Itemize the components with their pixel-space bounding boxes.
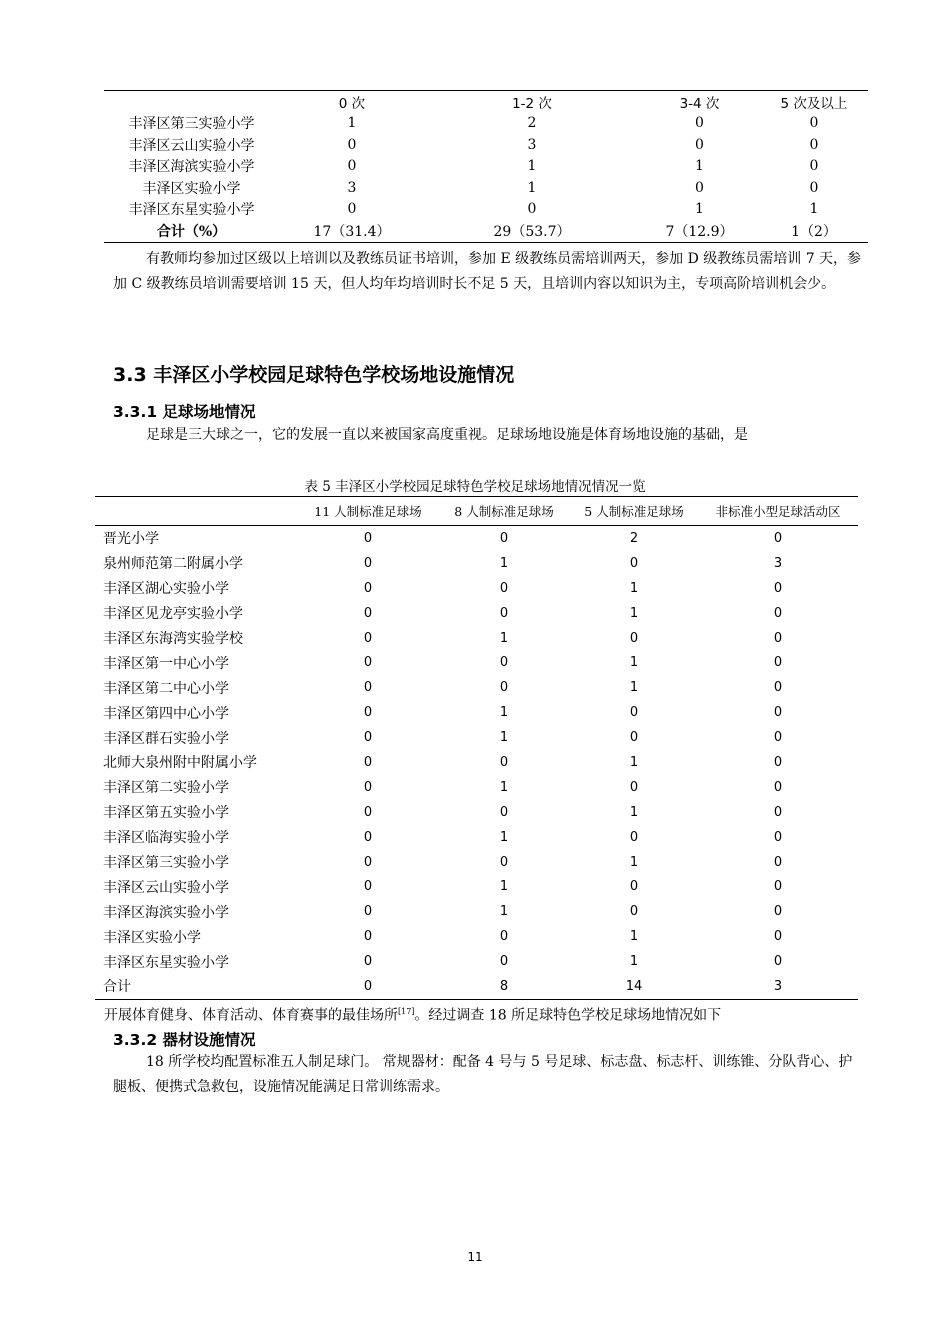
table-header-cell: 0 次 [338, 95, 366, 112]
table-row [95, 949, 858, 974]
table-cell: 1 [499, 829, 509, 845]
table-row [104, 199, 868, 221]
table-cell: 1（2） [791, 223, 837, 240]
table-cell: 0 [773, 580, 783, 596]
table-row [95, 725, 858, 750]
table-cell: 1 [629, 655, 639, 671]
table-cell: 0 [363, 630, 373, 646]
table-cell: 0 [695, 179, 704, 196]
paragraph-text: 开展体育健身、体育活动、体育赛事的最佳场所 [104, 1007, 398, 1024]
table-cell: 1 [629, 580, 639, 596]
table-cell: 0 [499, 929, 509, 945]
table-header-cell: 8 人制标准足球场 [454, 504, 554, 519]
table-caption: 表 5 丰泽区小学校园足球特色学校足球场地情况情况一览 [304, 479, 646, 495]
table-cell: 1 [695, 201, 704, 218]
table-row [104, 113, 868, 135]
table-cell: 0 [499, 754, 509, 770]
table-cell: 0 [363, 605, 373, 621]
table-row [95, 850, 858, 875]
table-cell: 1 [347, 115, 357, 132]
table-header-cell: 3-4 次 [679, 95, 720, 112]
table-row [95, 874, 858, 899]
table-header-cell [104, 91, 279, 113]
table-cell: 0 [629, 779, 639, 795]
table-cell: 0 [347, 201, 357, 218]
paragraph-equipment: 18 所学校均配置标准五人制足球门。 常规器材：配备 4 号与 5 号足球、标志盘、标志杆、训练锥、分队背心、护腿板、便携式急救包，设施情况能满足日常训练需求。 [113, 1054, 853, 1095]
table-row [104, 156, 868, 178]
table-cell: 3 [773, 978, 783, 994]
table-cell: 0 [773, 680, 783, 696]
table-cell: 1 [499, 879, 509, 895]
table-cell: 0 [773, 530, 783, 546]
table-cell: 0 [363, 829, 373, 845]
table-row [95, 775, 858, 800]
table-cell: 0 [629, 555, 639, 571]
table-cell: 0 [499, 954, 509, 970]
table-cell: 0 [773, 804, 783, 820]
table-cell: 0 [363, 779, 373, 795]
table-cell: 7（12.9） [665, 223, 734, 240]
table-cell: 0 [773, 904, 783, 920]
row-label: 丰泽区实验小学 [103, 929, 201, 946]
table-cell: 17（31.4） [313, 223, 391, 240]
table-header-cell: 5 人制标准足球场 [584, 504, 684, 519]
table-cell: 8 [499, 978, 509, 994]
section-heading-3-3-2: 3.3.2 器材设施情况 [113, 1031, 256, 1049]
row-label: 丰泽区海滨实验小学 [128, 159, 255, 176]
table-row [95, 601, 858, 626]
table-cell: 0 [629, 879, 639, 895]
table-cell: 0 [363, 680, 373, 696]
table-cell: 0 [499, 530, 509, 546]
table-cell: 0 [499, 854, 509, 870]
table-cell: 0 [363, 580, 373, 596]
row-label: 丰泽区第二实验小学 [103, 780, 229, 797]
table-cell: 0 [363, 804, 373, 820]
row-label: 丰泽区海滨实验小学 [103, 904, 229, 921]
page-number: 11 [467, 1250, 483, 1264]
table-header-cell: 11 人制标准足球场 [314, 504, 422, 519]
table-cell: 0 [363, 929, 373, 945]
table-row [95, 551, 858, 576]
table-header-cell: 1-2 次 [512, 95, 552, 112]
table-cell: 1 [629, 929, 639, 945]
row-label: 丰泽区东海湾实验学校 [103, 631, 243, 647]
table-cell: 0 [363, 754, 373, 770]
table-cell: 0 [809, 158, 819, 175]
table-cell: 0 [773, 829, 783, 845]
table-cell: 0 [499, 680, 509, 696]
table-cell: 14 [625, 978, 643, 994]
citation-reference: [17] [398, 1007, 415, 1016]
table-cell: 1 [629, 605, 639, 621]
row-label: 北师大泉州附中附属小学 [103, 755, 257, 772]
table-header-cell: 5 次及以上 [780, 95, 848, 112]
table-row [95, 626, 858, 651]
table-cell: 3 [347, 179, 357, 196]
table-cell: 0 [629, 829, 639, 845]
table-cell: 0 [363, 530, 373, 546]
table-cell: 0 [809, 136, 819, 153]
row-label: 丰泽区云山实验小学 [128, 137, 255, 154]
table-cell: 0 [773, 655, 783, 671]
paragraph-training: 有教师均参加过区级以上培训以及教练员证书培训，参加 E 级教练员需培训两天，参加 D 级教练员需培训 7 天，参加 C 级教练员培训需要培训 15 天，但人均年均培训时长不足 5 天，且培训内容以知识为主，专项高阶培训机会少。 [113, 251, 862, 292]
table-cell: 0 [363, 555, 373, 571]
table-cell: 2 [527, 115, 537, 132]
row-label: 丰泽区第四中心小学 [103, 705, 229, 722]
row-label: 泉州师范第二附属小学 [103, 556, 243, 573]
table-cell: 0 [773, 954, 783, 970]
table-cell: 0 [363, 854, 373, 870]
table-cell: 0 [347, 136, 357, 153]
table-cell: 0 [773, 705, 783, 721]
table-cell: 1 [499, 705, 509, 721]
table-header-cell [95, 497, 298, 526]
table-cell: 3 [773, 555, 783, 571]
table-cell: 1 [629, 854, 639, 870]
table-cell: 1 [695, 158, 704, 175]
table-header-cell: 非标准小型足球活动区 [715, 504, 841, 519]
table-cell: 0 [499, 580, 509, 596]
paragraph-field-summary [104, 1000, 854, 1028]
table-row [95, 924, 858, 949]
table-cell: 1 [629, 754, 639, 770]
field-facilities-table [95, 496, 858, 1000]
table-cell: 1 [527, 158, 537, 175]
row-label: 丰泽区云山实验小学 [103, 879, 229, 896]
table-cell: 0 [499, 804, 509, 820]
table-cell: 29（53.7） [493, 223, 571, 240]
row-label: 丰泽区实验小学 [142, 180, 241, 197]
table-row [95, 899, 858, 924]
table-cell: 0 [629, 630, 639, 646]
table-cell: 0 [773, 879, 783, 895]
table-cell: 1 [629, 804, 639, 820]
table-cell: 0 [499, 605, 509, 621]
table-cell: 1 [499, 904, 509, 920]
table-total-row [104, 220, 868, 242]
table-cell: 0 [773, 854, 783, 870]
row-label: 晋光小学 [103, 531, 159, 548]
table-row [95, 974, 858, 999]
table-cell: 0 [695, 136, 704, 153]
table-cell: 0 [695, 115, 704, 132]
table-cell: 1 [499, 555, 509, 571]
table-row [95, 800, 858, 825]
table-cell: 0 [363, 879, 373, 895]
row-label: 丰泽区第三实验小学 [103, 855, 229, 872]
table-cell: 0 [527, 201, 537, 218]
row-label: 丰泽区临海实验小学 [103, 830, 229, 847]
row-label: 丰泽区湖心实验小学 [103, 581, 229, 598]
table-cell: 1 [499, 730, 509, 746]
table-row [95, 526, 858, 551]
table-cell: 0 [773, 730, 783, 746]
table-cell: 0 [809, 115, 819, 132]
training-frequency-table [104, 90, 868, 243]
row-label: 丰泽区群石实验小学 [103, 730, 229, 747]
table-cell: 3 [527, 136, 537, 153]
row-label: 合计 [103, 979, 131, 996]
table-cell: 0 [363, 655, 373, 671]
table-cell: 0 [499, 655, 509, 671]
section-heading-3-3: 3.3 丰泽区小学校园足球特色学校场地设施情况 [113, 364, 515, 386]
table-cell: 0 [629, 904, 639, 920]
paragraph-text: 。经过调查 18 所足球特色学校足球场地情况如下 [414, 1007, 722, 1024]
table-cell: 0 [363, 730, 373, 746]
row-label: 丰泽区东星实验小学 [103, 954, 229, 971]
row-label: 丰泽区东星实验小学 [128, 202, 255, 219]
table-cell: 0 [773, 630, 783, 646]
table-cell: 0 [629, 705, 639, 721]
row-label: 合计（%） [156, 223, 227, 240]
table-header-row [95, 497, 858, 526]
table-cell: 1 [629, 680, 639, 696]
table-cell: 0 [363, 978, 373, 994]
table-cell: 1 [499, 630, 509, 646]
table-cell: 0 [363, 954, 373, 970]
table-cell: 1 [527, 179, 537, 196]
table-cell: 1 [809, 201, 819, 218]
row-label: 丰泽区见龙亭实验小学 [103, 606, 243, 623]
table-row [95, 650, 858, 675]
row-label: 丰泽区第二中心小学 [103, 680, 229, 697]
table-cell: 0 [773, 929, 783, 945]
table-cell: 0 [773, 779, 783, 795]
table-cell: 1 [499, 779, 509, 795]
table-cell: 0 [773, 754, 783, 770]
table-row [95, 675, 858, 700]
table-cell: 0 [363, 904, 373, 920]
section-heading-3-3-1: 3.3.1 足球场地情况 [113, 403, 256, 421]
table-cell: 0 [347, 158, 357, 175]
table-row [95, 576, 858, 601]
table-cell: 1 [629, 954, 639, 970]
table-header-row [104, 91, 868, 113]
table-row [104, 177, 868, 199]
paragraph-field-intro: 足球是三大球之一，它的发展一直以来被国家高度重视。足球场地设施是体育场地设施的基础，是 [146, 427, 748, 443]
table-cell: 2 [629, 530, 639, 546]
row-label: 丰泽区第三实验小学 [128, 116, 255, 133]
table-cell: 0 [629, 730, 639, 746]
table-cell: 0 [809, 179, 819, 196]
table-row [95, 750, 858, 775]
table-row [95, 700, 858, 725]
table-row [104, 134, 868, 156]
table-row [95, 825, 858, 850]
table-cell: 0 [363, 705, 373, 721]
table-cell: 0 [773, 605, 783, 621]
row-label: 丰泽区第一中心小学 [103, 655, 229, 672]
row-label: 丰泽区第五实验小学 [103, 805, 229, 822]
